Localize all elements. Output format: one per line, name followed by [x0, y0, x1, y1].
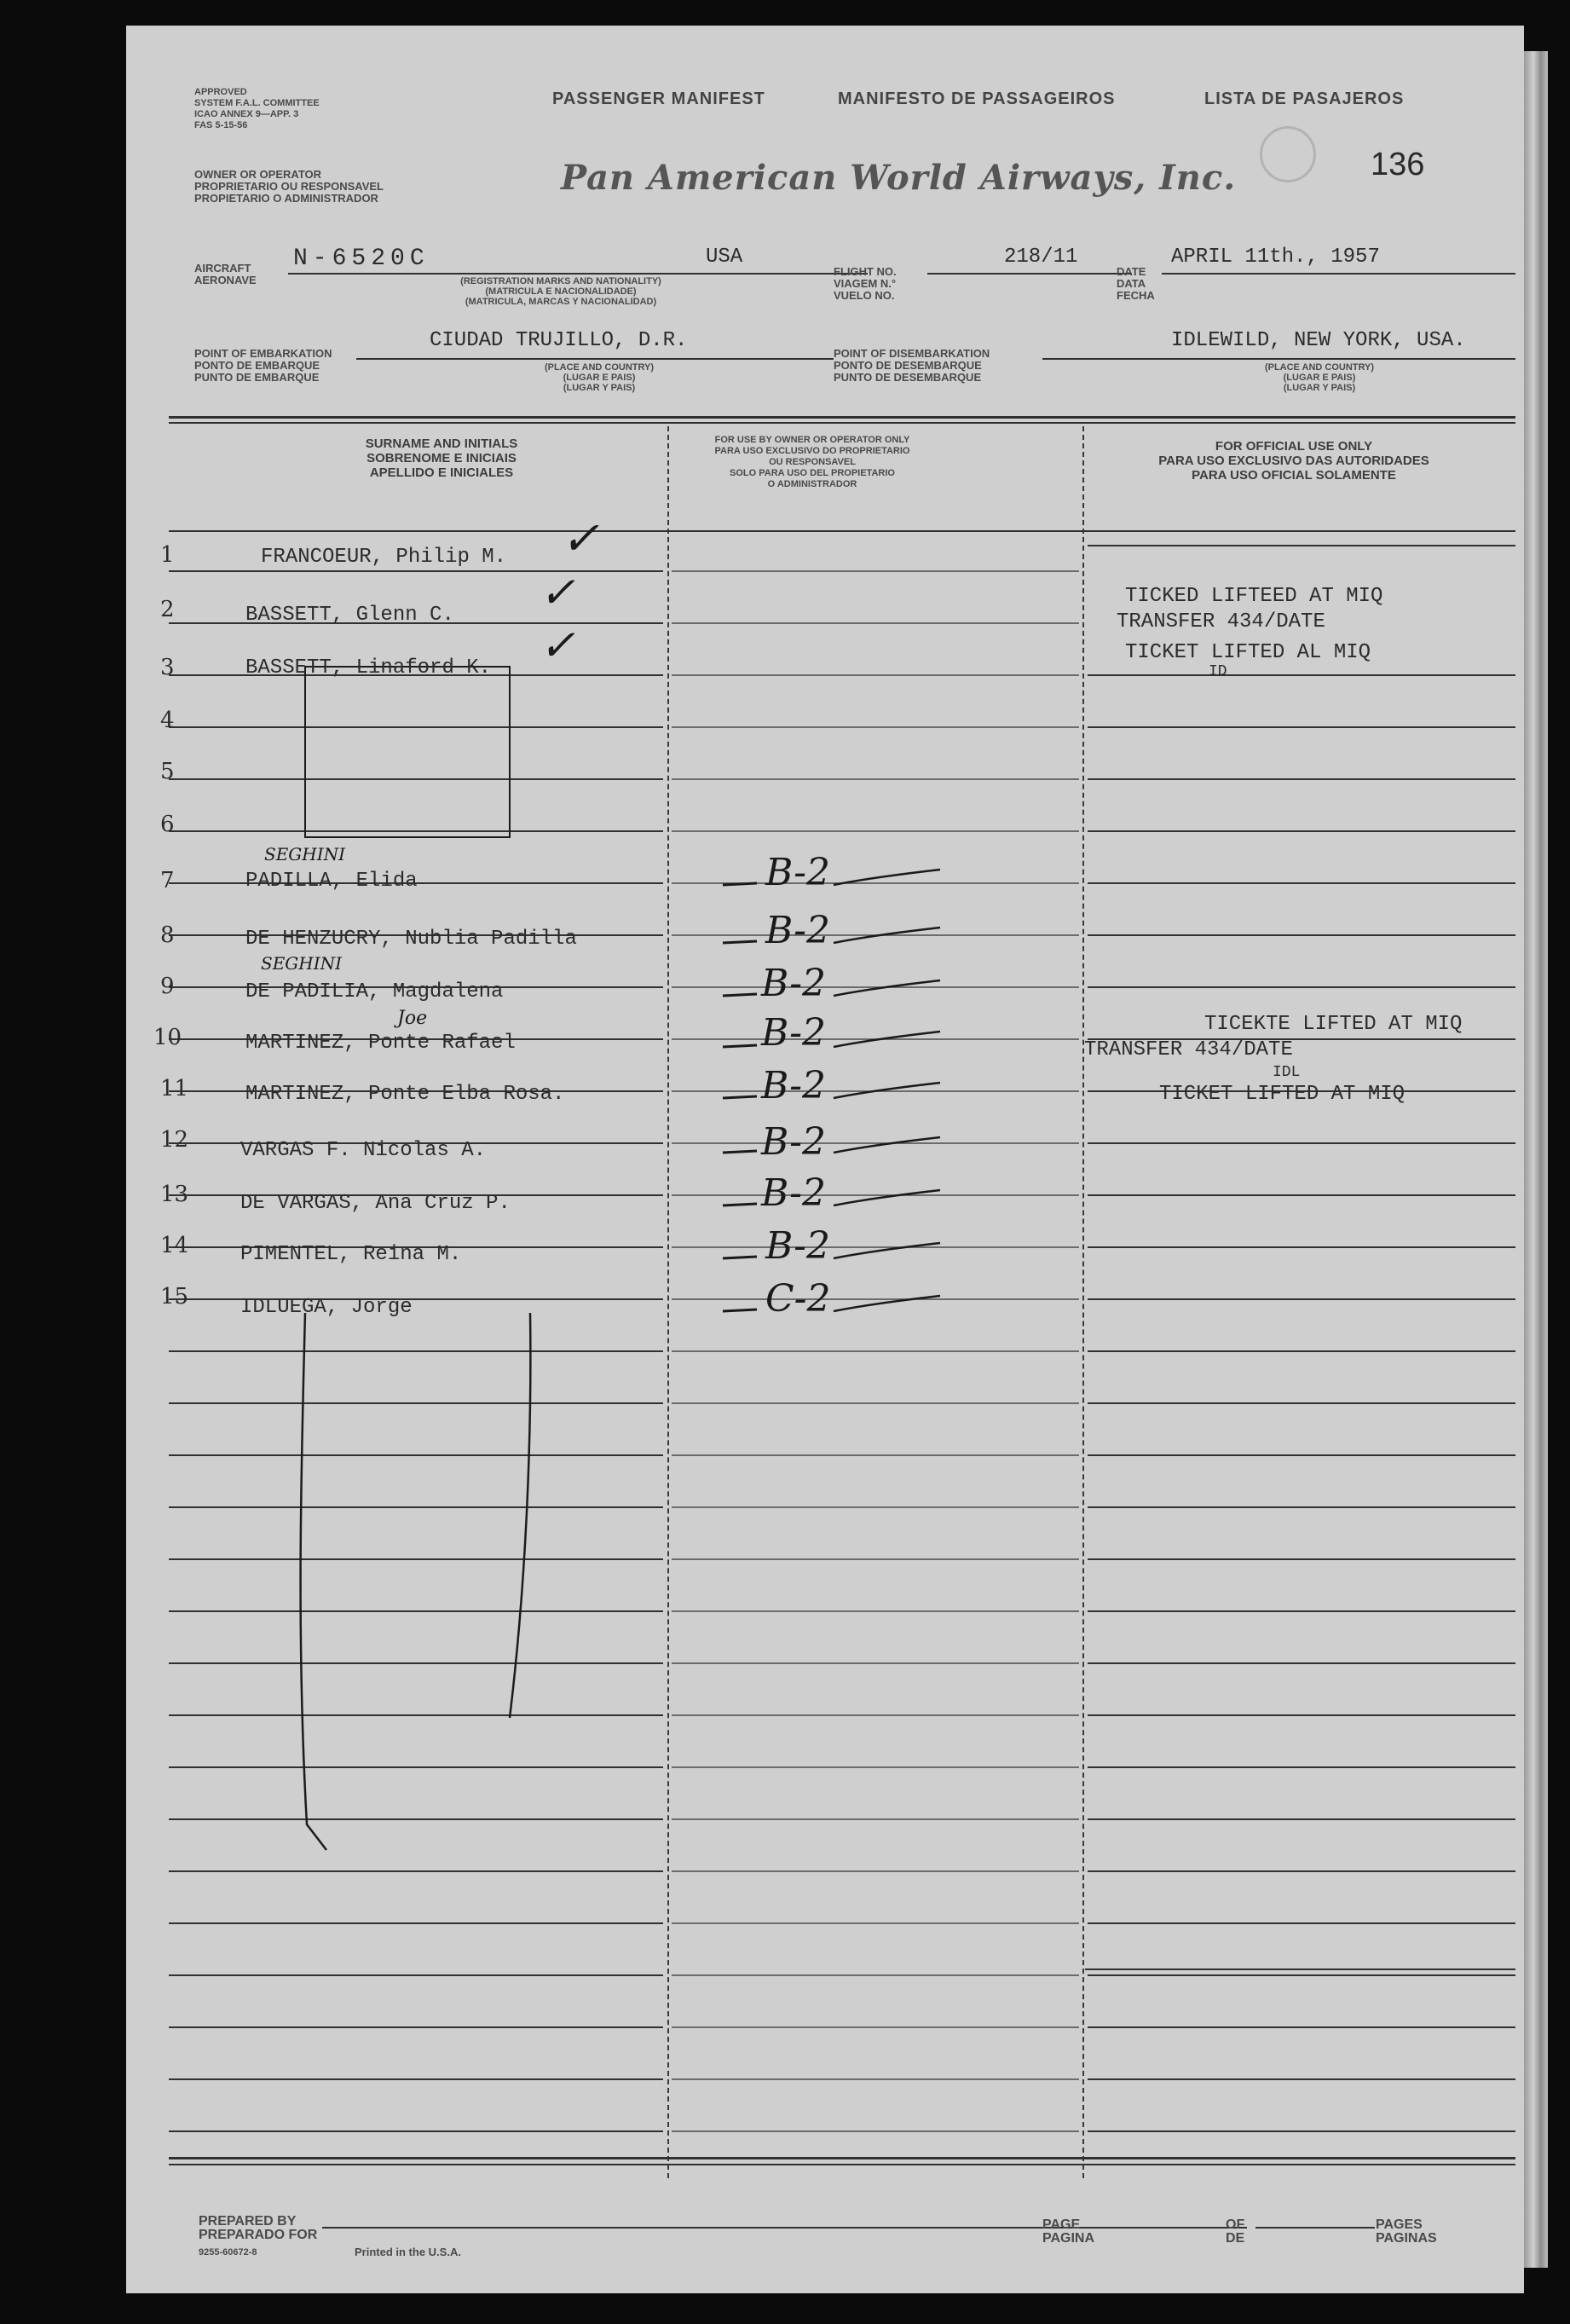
handwritten-dash: [723, 883, 757, 885]
handwritten-code: B-2: [761, 962, 827, 1005]
row-number: 15: [160, 1284, 189, 1309]
approved-line: ICAO ANNEX 9—APP. 3: [194, 109, 299, 119]
flight-number-label: FLIGHT NO. VIAGEM N.° VUELO NO.: [834, 265, 897, 302]
handwritten-code: B-2: [761, 1171, 827, 1215]
handwritten-code: B-2: [765, 851, 831, 894]
row-number: 5: [160, 759, 175, 784]
prepared-by-label: PREPARED BY PREPARADO FOR: [199, 2214, 318, 2242]
transfer-note: TRANSFER 434/DATE: [1084, 1038, 1293, 1061]
passenger-name: PADILLA, Elida: [245, 870, 418, 893]
handwritten-code: B-2: [761, 1064, 827, 1107]
handwritten-tail: [834, 1296, 940, 1311]
approved-line: FAS 5-15-56: [194, 120, 248, 130]
name-column-header: SURNAME AND INITIALS SOBRENOME E INICIAIS APELLIDO E INICIALES: [365, 436, 518, 480]
handwritten-surname: SEGHINI: [261, 953, 343, 974]
passenger-name: FRANCOEUR, Philip M.: [261, 546, 507, 569]
company-name: Pan American World Airways, Inc.: [561, 158, 1237, 198]
official-note: TICEKTE LIFTED AT MIQ: [1204, 1013, 1463, 1036]
official-note: TICKET LIFTED AT MIQ: [1159, 1083, 1405, 1106]
checkmark-icon: ✓: [561, 512, 600, 565]
handwritten-dash: [723, 1151, 757, 1153]
handwritten-code: B-2: [761, 1120, 827, 1164]
date-label: DATE DATA FECHA: [1117, 265, 1155, 302]
handwritten-tail: [834, 980, 940, 996]
row-number: 8: [160, 922, 175, 948]
passenger-name: DE HENZUCRY, Nublia Padilla: [245, 928, 577, 951]
owner-column-header: FOR USE BY OWNER OR OPERATOR ONLY PARA USO EXCLUSIVO DO PROPRIETARIO OU RESPONSAVEL SOLO PARA USO DEL PROPIETARIO O ADMINISTRADOR: [714, 435, 910, 489]
handwritten-dash: [723, 1257, 757, 1258]
row-number: 7: [160, 868, 175, 893]
aircraft-label: AIRCRAFT AERONAVE: [194, 262, 257, 286]
aircraft-registration: N-6520C: [293, 246, 430, 272]
title-portuguese: MANIFESTO DE PASSAGEIROS: [838, 90, 1116, 108]
official-note: TICKED LIFTEED AT MIQ: [1125, 585, 1383, 608]
row-number: 9: [160, 974, 175, 999]
printed-in-usa: Printed in the U.S.A.: [355, 2246, 461, 2258]
row-number: 3: [160, 655, 175, 680]
manifest-sheet: [126, 26, 1524, 2293]
passenger-name: MARTINEZ, Ponte Rafael: [245, 1032, 516, 1055]
row-number: 12: [160, 1127, 189, 1153]
passenger-name: MARTINEZ, Ponte Elba Rosa.: [245, 1083, 565, 1106]
checkmark-icon: ✓: [540, 621, 575, 670]
passenger-name: PIMENTEL, Reina M.: [240, 1243, 462, 1266]
id-note: ID: [1209, 663, 1227, 680]
aircraft-nationality: USA: [706, 246, 743, 269]
transfer-note: TRANSFER 434/DATE: [1117, 610, 1325, 633]
pages-label: PAGES PAGINAS: [1376, 2217, 1437, 2246]
row-number: 6: [160, 812, 175, 837]
form-number: 9255-60672-8: [199, 2247, 257, 2258]
disembark-place-note: (PLACE AND COUNTRY) (LUGAR E PAIS) (LUGAR Y PAIS): [1264, 362, 1375, 393]
page-stamp-number: 136: [1371, 147, 1425, 182]
passenger-name: VARGAS F. Nicolas A.: [240, 1139, 487, 1162]
handwritten-dash: [723, 1096, 757, 1098]
row-number: 14: [160, 1233, 189, 1258]
passenger-name: DE VARGAS, Ana Cruz P.: [240, 1192, 511, 1215]
row-number: 1: [160, 542, 175, 568]
disembarkation-place: IDLEWILD, NEW YORK, USA.: [1171, 329, 1466, 352]
handwritten-tail: [834, 1137, 940, 1153]
handwritten-nickname: Joe: [397, 1008, 428, 1029]
row-number: 2: [160, 597, 175, 622]
handwritten-code: B-2: [765, 909, 831, 952]
passenger-name: BASSETT, Linaford K.: [245, 656, 492, 679]
embark-place-note: (PLACE AND COUNTRY) (LUGAR E PAIS) (LUGAR Y PAIS): [544, 362, 655, 393]
of-label: OF DE: [1226, 2217, 1245, 2246]
row-number: 13: [160, 1182, 189, 1207]
handwritten-bracket: [510, 1313, 530, 1718]
handwritten-tail: [834, 1083, 940, 1098]
handwritten-dash: [723, 994, 757, 996]
row-number: 10: [153, 1025, 182, 1050]
row-number: 11: [160, 1076, 189, 1101]
row-number: 4: [160, 708, 175, 733]
idl-note: IDL: [1273, 1064, 1301, 1081]
passenger-name: IDLUEGA, Jorge: [240, 1296, 413, 1319]
handwritten-dash: [723, 1204, 757, 1205]
handwritten-tail: [834, 1243, 940, 1258]
flight-number: 218/11: [1004, 246, 1078, 269]
checkmark-icon: ✓: [540, 568, 575, 617]
approved-label: APPROVED: [194, 87, 247, 97]
handwritten-bracket: [305, 667, 510, 837]
passenger-name: BASSETT, Glenn C.: [245, 604, 454, 627]
embarkation-label: POINT OF EMBARKATION PONTO DE EMBARQUE PUNTO DE EMBARQUE: [194, 347, 332, 384]
handwritten-dash: [723, 1309, 757, 1311]
registration-note: (REGISTRATION MARKS AND NATIONALITY) (MATRICULA E NACIONALIDADE) (MATRICULA, MARCAS Y NACIONALIDAD): [460, 276, 661, 307]
owner-operator-label: OWNER OR OPERATOR PROPRIETARIO OU RESPONSAVEL PROPIETARIO O ADMINISTRADOR: [194, 168, 384, 205]
official-column-header: FOR OFFICIAL USE ONLY PARA USO EXCLUSIVO DAS AUTORIDADES PARA USO OFICIAL SOLAMENTE: [1158, 439, 1429, 483]
official-note: TICKET LIFTED AL MIQ: [1125, 641, 1371, 664]
disembarkation-label: POINT OF DISEMBARKATION PONTO DE DESEMBARQUE PUNTO DE DESEMBARQUE: [834, 347, 990, 384]
handwritten-dash: [723, 1045, 757, 1047]
handwritten-code: C-2: [765, 1277, 831, 1321]
approved-line: SYSTEM F.A.L. COMMITTEE: [194, 98, 320, 108]
embarkation-place: CIUDAD TRUJILLO, D.R.: [430, 329, 688, 352]
handwritten-tail: [834, 1190, 940, 1205]
title-english: PASSENGER MANIFEST: [552, 90, 765, 108]
passenger-name: DE PADILIA, Magdalena: [245, 980, 504, 1003]
handwritten-code: B-2: [761, 1011, 827, 1055]
flight-date: APRIL 11th., 1957: [1171, 246, 1380, 269]
handwritten-code: B-2: [765, 1224, 831, 1268]
stacked-page-edge: [1524, 51, 1548, 2268]
handwritten-bracket: [301, 1313, 326, 1850]
handwritten-surname: SEGHINI: [264, 844, 346, 864]
title-spanish: LISTA DE PASAJEROS: [1204, 90, 1405, 108]
page-label: PAGE PAGINA: [1042, 2217, 1095, 2246]
handwritten-dash: [723, 941, 757, 943]
